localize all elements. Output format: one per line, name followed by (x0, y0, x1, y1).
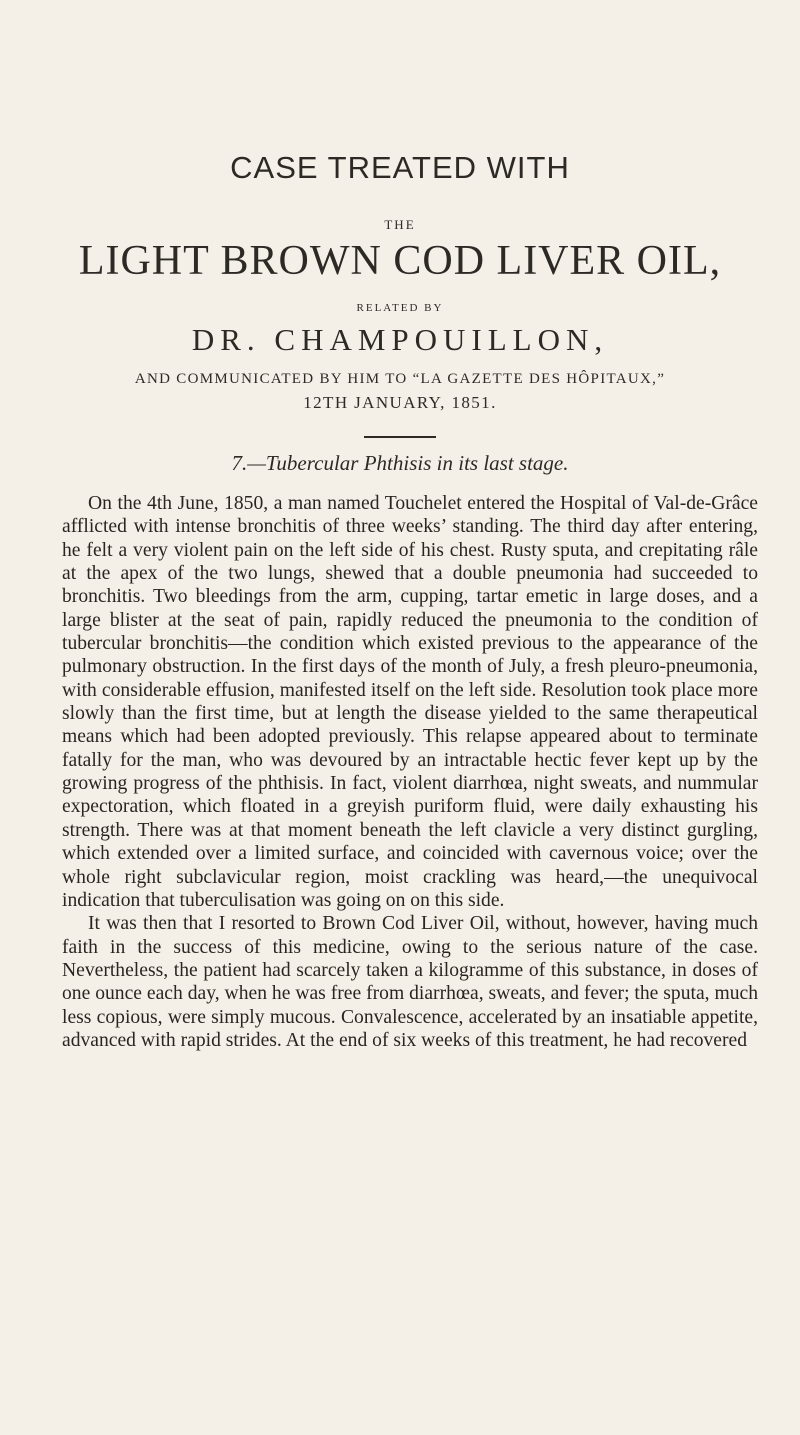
heading-related-by: RELATED BY (356, 302, 444, 314)
heading-doctor-name: DR. CHAMPOUILLON, (191, 322, 609, 357)
heading-divider (364, 436, 436, 438)
heading-product-name: LIGHT BROWN COD LIVER OIL, (78, 238, 722, 284)
heading-communicated: AND COMMUNICATED BY HIM TO “LA GAZETTE DES HÔPITAUX,” (134, 371, 666, 387)
case-title: 7.—Tubercular Phthisis in its last stage. (231, 451, 569, 475)
paragraph-2: It was then that I resorted to Brown Cod Liver Oil, without, however, having much faith in the success of this medicine, owing to the serious nature of the case. Nevertheless, the patient had scarcely taken a kilogramme of this substance, in doses of one ounce each day, when he was free from diarrhœa, sweats, and fever; the sputa, much less copious, were simply mucous. Convalescence, accelerated by an insatiable appetite, advanced with rapid strides. At the end of six weeks of this treatment, he had recovered (62, 913, 758, 1051)
heading-case-treated: CASE TREATED WITH (230, 150, 570, 185)
heading-date: 12TH JANUARY, 1851. (303, 393, 497, 412)
paragraph-1: On the 4th June, 1850, a man named Touchelet entered the Hospital of Val-de-Grâce afflicted with intense bronchitis of three weeks’ standing. The third day after entering, he felt a very violent pain on the left side of his chest. Rusty sputa, and crepitating râle at the apex of the two lungs, shewed that a double pneumonia had succeeded to bronchitis. Two bleedings from the arm, cupping, tartar emetic in large doses, and a large blister at the seat of pain, rapidly reduced the pneumonia to the condition of tubercular bronchitis—the condition which existed previous to the appearance of the pulmonary obstruction. In the first days of the month of July, a fresh pleuro-pneumonia, with considerable effusion, manifested itself on the left side. Resolution took place more slowly than the first time, but at length the disease yielded to the same therapeutical means which had been adopted previously. This relapse appeared about to terminate fatally for the man, who was devoured by an intractable hectic fever kept up by the growing progress of the phthisis. In fact, violent diarrhœa, night sweats, and nummular expectoration, which floated in a greyish puriform fluid, were daily exhausting his strength. There was at that moment beneath the left clavicle a very distinct gurgling, which extended over a limited surface, and coincided with cavernous voice; over the whole right subclavicular region, moist crackling was heard,—the unequivocal indication that tuberculisation was going on on this side. (62, 493, 758, 911)
heading-the: THE (384, 217, 416, 232)
case-body (62, 492, 758, 1052)
